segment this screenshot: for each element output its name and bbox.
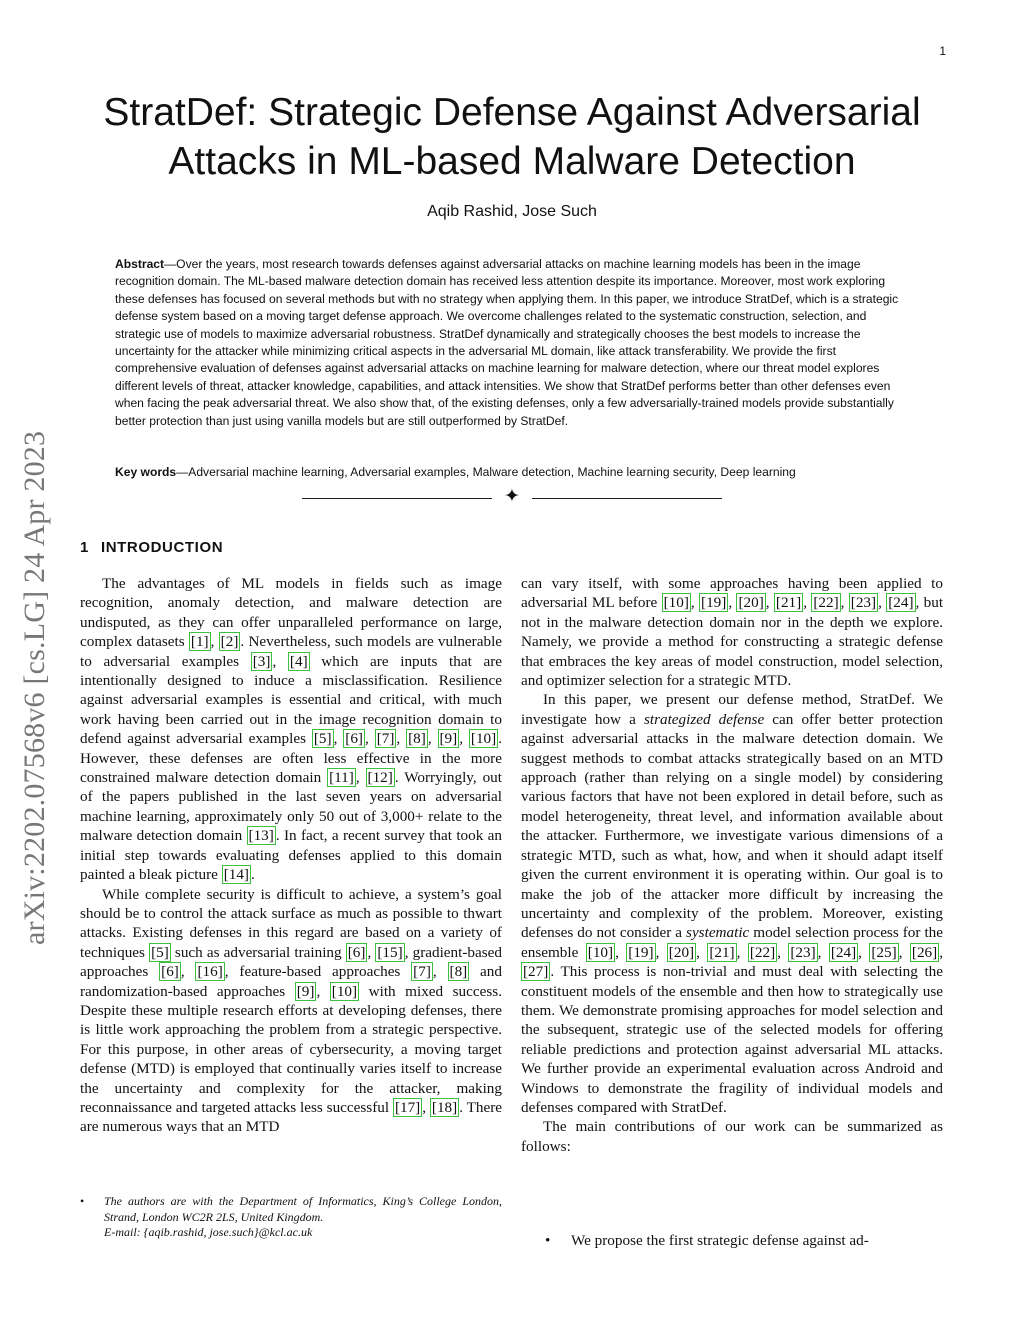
citation-link[interactable]: [23] [850, 594, 877, 612]
right-column [521, 574, 943, 1156]
citation-link[interactable]: [19] [628, 943, 654, 961]
intro-paragraph-2: While complete security is difficult to achieve, a system’s goal should be to control the attack surface as much as possible to thwart attacks. Existing defenses in this regard are based on a variety of techniques [5] such as adversarial training [6] , [15] , gradient-based approaches [6] , [16] , feature-based approaches [7] , [8] and randomization-based approaches [9] , [10] with mixed success. Despite these multiple research efforts at developing defenses, there is little work approaching the problem from a strategic perspective. For this purpose, in other areas of cybersecurity, a moving target defense (MTD) is employed that continually varies itself to increase the uncertainty and complexity for the attacker, making reconnaissance and targeted attacks less successful [17] , [18] . There are numerous ways that an MTD [80, 885, 502, 1136]
citation-link[interactable]: [11] [329, 769, 354, 787]
citation-link[interactable]: [22] [813, 594, 839, 612]
divider-star-icon: ✦ [504, 486, 520, 507]
citation-link[interactable]: [10] [587, 943, 614, 961]
citation-link[interactable]: [17] [394, 1098, 421, 1116]
citation-link[interactable]: [3] [252, 652, 271, 670]
citation-link[interactable]: [7] [376, 730, 395, 748]
citation-link[interactable]: [12] [367, 769, 393, 787]
left-column [80, 574, 502, 1137]
intro-paragraph-continued: can vary itself, with some approaches having been applied to adversarial ML before [10] , [19] , [20] , [21] , [22] , [23] , [24] , but not in the malware detection domain nor in the depth we explore. Namely, we provide a method for constructing a strategic defense that embraces the key areas of model construction, model selection, and optimizer selection for a strategic MTD. [521, 575, 944, 690]
citation-link[interactable]: [19] [701, 594, 727, 612]
keywords [115, 464, 911, 481]
citation-link[interactable]: [22] [749, 943, 776, 961]
title-line-1: StratDef: Strategic Defense Against Adversarial [103, 91, 921, 134]
citation-link[interactable]: [6] [161, 963, 179, 981]
citation-link[interactable]: [20] [668, 943, 695, 961]
citation-link[interactable]: [9] [296, 982, 315, 1000]
citation-link[interactable]: [15] [377, 943, 403, 961]
citation-link[interactable]: [23] [790, 943, 816, 961]
title-line-2: Attacks in ML-based Malware Detection [168, 140, 856, 183]
citation-link[interactable]: [24] [888, 594, 914, 612]
section-heading [80, 539, 223, 556]
citation-link[interactable]: [5] [151, 943, 169, 961]
keywords-text: —Adversarial machine learning, Adversarial examples, Malware detection, Machine learning security, Deep learning [176, 465, 796, 479]
citation-link[interactable]: [26] [911, 943, 938, 961]
citation-link[interactable]: [1] [190, 633, 209, 651]
citation-link[interactable]: [18] [431, 1098, 458, 1116]
intro-paragraph-1: The advantages of ML models in fields such as image recognition, anomaly detection, and malware detection are undisputed, as they can offer unparalleled performance on large, complex datasets [1] , [2] . Nevertheless, such models are vulnerable to adversarial examples [3] , [4] which are inputs that are intentionally designed to induce a misclassification. Resilience against adversarial examples is essential and critical, with much work having been carried out in the image recognition domain to defend against adversarial examples [5] , [6] , [7] , [8] , [9] , [10] . However, these defenses are often less effective in the more constrained malware detection domain [11] , [12] . Worryingly, out of the papers published in the last seven years on adversarial machine learning, approximately only 50 out of 3,000+ relate to the malware detection domain [13] . In fact, a recent survey that took an initial step towards evaluating defenses applied to this domain painted a bleak picture [14] . [80, 575, 503, 884]
citation-link[interactable]: [13] [248, 827, 274, 845]
citation-link[interactable]: [16] [197, 963, 223, 981]
section-divider [302, 488, 722, 508]
paper-title [70, 88, 954, 186]
citation-link[interactable]: [21] [709, 943, 735, 961]
page-number: 1 [939, 44, 946, 58]
intro-paragraph-3: In this paper, we present our defense method, StratDef. We investigate how a strategized defense can offer better protection against adversarial attacks in the malware detection domain. We suggest methods to combat attacks strategically based on an MTD approach (rather than relying on a single model) by considering various factors that have not been explored in detail before, such as model heterogeneity, threat level, and information available about the attacker. Furthermore, we investigate various dimensions of a strategic MTD, such as what, how, and when it should adapt itself given the current environment it is operating within. Our goal is to make the job of the attacker more difficult by increasing the uncertainty and complexity of the problem. Moreover, existing defenses do not consider a systematic model selection process for the ensemble [10] , [19] , [20] , [21] , [22] , [23] , [24] , [25] , [26] , [27] . This process is non-trivial and must deal with selecting the constituent models of the ensemble and then how to strategically use them. We demonstrate promising approaches for model selection and the subsequent, strategic use of the selected models for offering reliable predictions and protection against adversarial ML attacks. We further provide an experimental evaluation across Android and Windows to demonstrate the fragility of individual models and defenses compared with StratDef. [521, 691, 943, 1116]
citation-link[interactable]: [14] [223, 866, 249, 884]
footnote-bullet-icon: • [80, 1194, 85, 1208]
keywords-label: Key words [115, 465, 177, 479]
divider-line-right [532, 498, 722, 499]
citation-link[interactable]: [10] [663, 594, 689, 612]
abstract-text: —Over the years, most research towards defenses against adversarial attacks on machine learning models has been in the image recognition domain. The ML-based malware detection domain has received less attention despite its importance. Moreover, most work exploring these defenses has focused on several methods but with no strategy when applying them. In this paper, we introduce StratDef, which is a strategic defense system based on a moving target defense approach. We overcome challenges related to the systematic construction, selection, and strategic use of models to maximize adversarial robustness. StratDef dynamically and strategically chooses the best models to increase the uncertainty for the attacker while minimizing critical aspects in the adversarial ML domain, like attack transferability. We provide the first comprehensive evaluation of defenses against adversarial attacks on machine learning for malware detection, where our threat model explores different levels of threat, attacker knowledge, capabilities, and attack intensities. We show that StratDef performs better than other defenses even when facing the peak adversarial threat. We also show that, of the existing defenses, only a few adversarially-trained models provide substantially better protection than just using vanilla models but are still outperformed by StratDef. [115, 257, 899, 428]
abstract [115, 256, 911, 430]
footnote-email: E-mail: {aqib.rashid, jose.such}@kcl.ac.uk [104, 1225, 313, 1239]
citation-link[interactable]: [8] [408, 730, 426, 748]
citation-link[interactable]: [10] [470, 730, 497, 748]
contribution-list-item [521, 1231, 943, 1250]
citation-link[interactable]: [24] [830, 943, 857, 961]
citation-link[interactable]: [20] [738, 594, 764, 612]
citation-link[interactable]: [21] [775, 594, 802, 612]
citation-link[interactable]: [10] [331, 982, 358, 1000]
citation-link[interactable]: [4] [289, 652, 308, 670]
divider-line-left [302, 498, 492, 499]
author-footnote [80, 1194, 502, 1241]
citation-link[interactable]: [7] [413, 963, 431, 981]
footnote-affiliation: The authors are with the Department of Informatics, King’s College London, Strand, London WC2R 2LS, United Kingdom. [104, 1194, 502, 1224]
citation-link[interactable]: [9] [439, 730, 458, 748]
intro-paragraph-4: The main contributions of our work can be summarized as follows: [521, 1118, 943, 1155]
section-number: 1 [80, 539, 89, 556]
section-title: INTRODUCTION [100, 539, 224, 556]
citation-link[interactable]: [5] [313, 730, 332, 748]
citation-link[interactable]: [6] [347, 943, 366, 961]
citation-link[interactable]: [8] [449, 963, 468, 981]
bullet-icon: • [545, 1232, 551, 1249]
contribution-text: We propose the first strategic defense against ad- [571, 1232, 869, 1249]
citation-link[interactable]: [6] [345, 730, 363, 748]
arxiv-identifier: arXiv:2202.07568v6 [cs.LG] 24 Apr 2023 [18, 430, 51, 945]
authors: Aqib Rashid, Jose Such [427, 203, 597, 220]
citation-link[interactable]: [27] [523, 963, 549, 981]
abstract-label: Abstract [115, 257, 165, 271]
citation-link[interactable]: [25] [871, 943, 897, 961]
citation-link[interactable]: [2] [220, 633, 239, 651]
